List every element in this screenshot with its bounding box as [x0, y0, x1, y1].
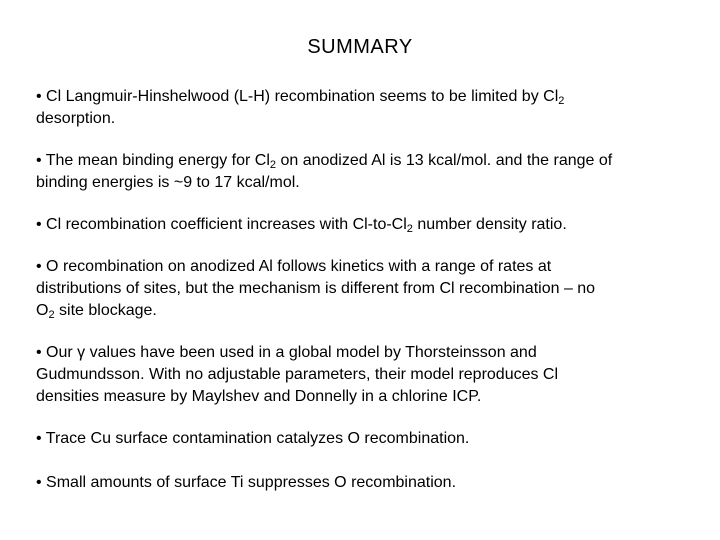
bullet-line — [36, 256, 696, 278]
text: • Small amounts of surface Ti suppresses O recombination. — [36, 474, 457, 491]
bullet-line — [36, 214, 696, 236]
bullet-line — [36, 472, 696, 494]
text: on anodized Al is 13 kcal/mol. and the range of — [276, 152, 613, 169]
bullet-line — [36, 86, 696, 108]
bullet-gamma-values — [36, 342, 696, 408]
text: • Trace Cu surface contamination catalyzes O recombination. — [36, 430, 470, 447]
text: site blockage. — [54, 302, 157, 319]
page-title: SUMMARY — [307, 36, 413, 58]
text: densities measure by Maylshev and Donnelly in a chlorine ICP. — [36, 388, 482, 405]
bullet-cu-contamination — [36, 428, 696, 450]
subscript: 2 — [558, 95, 565, 107]
bullet-line — [36, 428, 696, 450]
text: • The mean binding energy for Cl — [36, 152, 270, 169]
bullet-line — [36, 108, 696, 130]
text: • O recombination on anodized Al follows kinetics with a range of rates at — [36, 258, 552, 275]
bullet-cl-lh-recombination — [36, 86, 696, 130]
bullet-line — [36, 278, 696, 300]
bullet-line — [36, 342, 696, 364]
bullet-line — [36, 172, 696, 194]
text: binding energies is ~9 to 17 kcal/mol. — [36, 174, 300, 191]
bullet-line — [36, 386, 696, 408]
text: • Cl recombination coefficient increases with Cl-to-Cl — [36, 216, 407, 233]
subscript: 2 — [269, 159, 277, 171]
bullet-binding-energy — [36, 150, 696, 194]
text: distributions of sites, but the mechanism is different from Cl recombination – no — [36, 280, 596, 297]
text: number density ratio. — [412, 216, 567, 233]
bullet-ti-suppression — [36, 472, 696, 494]
bullet-recombination-coefficient — [36, 214, 696, 236]
subscript: 2 — [48, 309, 55, 321]
bullet-line — [36, 150, 696, 172]
text: • Our γ values have been used in a global model by Thorsteinsson and — [36, 344, 537, 361]
text: Gudmundsson. With no adjustable parameters, their model reproduces Cl — [36, 366, 559, 383]
text: O — [36, 302, 49, 319]
bullet-o-recombination — [36, 256, 696, 322]
text: • Cl Langmuir-Hinshelwood (L-H) recombination seems to be limited by Cl — [36, 88, 559, 105]
subscript: 2 — [406, 223, 413, 235]
text: desorption. — [36, 110, 116, 127]
bullet-line — [36, 300, 696, 322]
bullet-line — [36, 364, 696, 386]
